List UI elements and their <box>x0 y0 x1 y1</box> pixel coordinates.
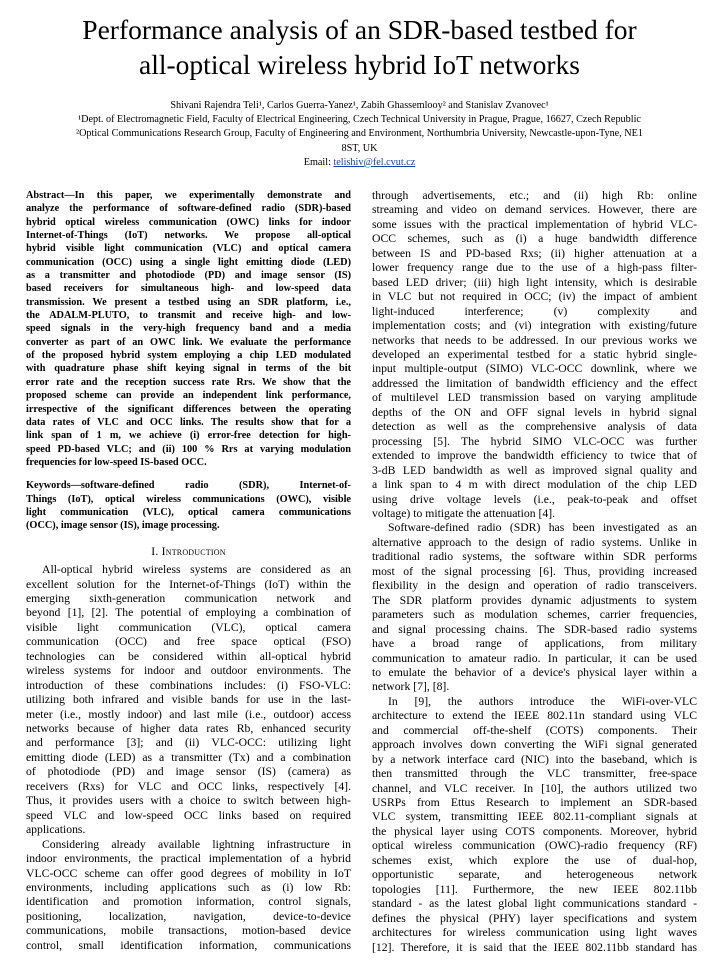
keywords-line: light communication (VLC), optical camera communications <box>26 506 351 518</box>
paragraph-line: architectures for wireless communication using light waves <box>372 926 697 940</box>
paragraph-line: wireless systems for indoor and outdoor environments. The <box>26 664 351 678</box>
paragraph-line: input multiple-output (SIMO) VLC-OCC downlink, where we <box>372 362 697 376</box>
affiliation-1: ¹Dept. of Electromagnetic Field, Faculty of Electrical Engineering, Czech Technical University in Prague, Prague, 16627, Czech Republic <box>78 114 641 126</box>
left-column <box>26 189 351 953</box>
paragraph-line: of photodiode (PD) and image sensor (IS) (camera) as <box>26 765 351 779</box>
paragraph-line: and commercial off-the-shelf (COTS) components. Their <box>372 723 697 737</box>
abstract-line: the ADALM-PLUTO, to transmit and receive high- and low- <box>26 310 351 322</box>
paragraph-line: visible light communication (VLC), optical camera <box>26 620 351 634</box>
paragraph-line: VLC system, transmitting IEEE 802.11-compliant signals at <box>372 810 697 824</box>
paragraph-line: flexibility in the design and operation of radio transceivers. <box>372 579 697 593</box>
paragraph-line: lower frequency range due to the use of a high-pass filter- <box>372 261 697 275</box>
abstract-line: Abstract—In this paper, we experimentally demonstrate and <box>26 190 351 201</box>
keywords-line: Keywords—software-defined radio (SDR), Internet-of- <box>26 480 351 492</box>
abstract-line: data rates of VLC and OCC links. The results show that for a <box>26 416 351 428</box>
abstract-line: hybrid visible light communication (VLC) and optical camera <box>26 243 351 255</box>
email-link[interactable]: telishiv@fel.cvut.cz <box>333 156 416 168</box>
paragraph-line: channel, and VLC receiver. In [10], the authors utilized two <box>372 781 697 795</box>
paragraph-line: and signal processing chains. The SDR-based radio systems <box>372 622 697 636</box>
email-label: Email: <box>303 156 331 168</box>
paragraph-line: addressed the limitation of bandwidth efficiency and the effect <box>372 376 697 390</box>
abstract-line: irrespective of the significant differences between the operating <box>26 403 351 415</box>
section-heading-introduction: I. Introduction <box>151 544 226 558</box>
paragraph-line: of multilevel LED transmission based on varying amplitude <box>372 391 697 405</box>
intro-paragraph-2 <box>26 838 351 954</box>
paragraph-line: communications, mobile transactions, motion-based device <box>26 924 351 938</box>
paragraph-line: utilizing both infrared and visible bands for use in the last- <box>26 693 351 707</box>
paragraph-line: depths of the ON and OFF signal levels in hybrid signal <box>372 405 697 419</box>
paragraph-line: environments, including applications such as (i) low Rb: <box>26 881 351 895</box>
abstract-line: as a transmitter and photodiode (PD) and image sensor (IS) <box>26 270 351 282</box>
abstract-line: with quadrature phase shift keying signal in terms of the bit <box>26 363 351 375</box>
paragraph-line: architecture to extend the IEEE 802.11n standard using VLC <box>372 709 697 723</box>
paragraph-line: schemes exist, which explore the use of dual-hop, <box>372 853 697 867</box>
paragraph-line: voltage) to mitigate the attenuation [4]. <box>372 506 556 520</box>
paragraph-line: streaming and video on demand services. However, there are <box>372 203 697 217</box>
paragraph-line: detection as well as the comprehensive analysis of data <box>372 420 697 434</box>
paragraph-line: in VLC but not required in OCC; (iv) the impact of ambient <box>372 290 697 304</box>
abstract-line: analyze the performance of software-defined radio (SDR)-based <box>26 203 351 215</box>
abstract-line: speed PD-based VLC; and (ii) 100 % Rrs at varying modulation <box>26 443 351 455</box>
keywords-line: (OCC), image sensor (IS), image processing. <box>26 520 220 532</box>
abstract-line: communication (OCC) using a single light emitting diode (LED) <box>26 256 351 268</box>
paragraph-line: extended to improve the bandwidth efficiency to twice that of <box>372 449 697 463</box>
paragraph-line: through advertisements, etc.; and (ii) high Rb: online <box>372 189 697 202</box>
paragraph-line: processing [5]. The hybrid SIMO VLC-OCC was further <box>372 434 697 448</box>
paragraph-line: meter (i.e., mostly indoor) and last mile (i.e., outdoor) access <box>26 707 351 721</box>
abstract-line: converter as part of an OWC link. We evaluate the performance <box>26 336 351 348</box>
paragraph-line: Software-defined radio (SDR) has been investigated as an <box>388 521 697 535</box>
paragraph-line: identification and promotion information, control signals, <box>26 895 351 909</box>
right-paragraph-2 <box>372 521 697 694</box>
paragraph-line: USRPs from Ettus Research to implement an SDR-based <box>372 796 697 810</box>
abstract-line: frequencies for low-speed IS-based OCC. <box>26 456 207 468</box>
paragraph-line: standard - as the latest global light communications standard - <box>372 897 697 911</box>
paragraph-line: 3-dB LED bandwidth as well as improved signal quality and <box>372 463 697 477</box>
abstract-line: error rate and the reception success rate Rrs. We show that the <box>26 376 351 388</box>
paragraph-line: indoor environments, the practical implementation of a hybrid <box>26 852 351 866</box>
paragraph-line: then transmitted through the VLC transmitter, free-space <box>372 767 697 781</box>
paragraph-line: speed VLC and low-speed OCC links based on required <box>26 808 351 822</box>
paragraph-line: approach involves down converting the WiFi signal generated <box>372 738 697 752</box>
paragraph-line: network [7], [8]. <box>372 680 450 694</box>
abstract-line: proposed scheme can provide an independent link performance, <box>26 390 351 402</box>
paragraph-line: introduction of these combinations includes: (i) FSO-VLC: <box>26 678 351 692</box>
paragraph-line: defines the physical (PHY) layer specifications and system <box>372 911 697 925</box>
paragraph-line: technologies can be considered within all-optical hybrid <box>26 649 351 663</box>
paragraph-line: receivers (Rxs) for VLC and OCC links, respectively [4]. <box>26 779 351 793</box>
paragraph-line: developed an experimental testbed for a static hybrid single- <box>372 347 697 361</box>
intro-paragraph-1 <box>26 563 351 838</box>
paragraph-line: light-induced interference; (v) complexity and <box>372 304 697 318</box>
abstract-line: Internet-of-Things (IoT) networks. We propose all-optical <box>26 230 351 242</box>
paragraph-line: opportunistic separate, and heterogeneous network <box>372 868 697 882</box>
paragraph-line: emitting diode (LED) as a transmitter (Tx) and a combination <box>26 750 351 764</box>
paragraph-line: most of the signal processing [6]. Thus, providing increased <box>372 564 697 578</box>
paragraph-line: the physical layer using COTS components. Moreover, hybrid <box>372 824 697 838</box>
keywords-line: Things (IoT), optical wireless communications (OWC), visible <box>26 493 351 505</box>
abstract-line: transmission. We present a testbed using an SDR platform, i.e., <box>26 296 351 308</box>
paragraph-line: applications. <box>26 823 86 837</box>
affiliation-2-continued: 8ST, UK <box>341 142 378 154</box>
paragraph-line: In [9], the authors introduce the WiFi-over-VLC <box>388 694 697 708</box>
paragraph-line: [12]. Therefore, it is said that the IEEE 802.11bb standard has <box>372 940 697 954</box>
paragraph-line: networks that needs to be addressed. In our previous works we <box>372 333 697 347</box>
title-line: all-optical wireless hybrid IoT networks <box>139 49 580 80</box>
paragraph-line: beyond [1], [2]. The potential of employing a combination of <box>26 606 351 620</box>
title-line: Performance analysis of an SDR-based testbed for <box>82 14 637 45</box>
paragraph-line: optical wireless communication (OWC)-radio frequency (RF) <box>372 839 697 853</box>
paragraph-line: alternative approach to the design of radio systems. Unlike in <box>372 535 697 549</box>
paragraph-line: communication to amateur radio. In particular, it can be used <box>372 651 697 665</box>
paragraph-line: Considering already available lightning infrastructure in <box>42 837 351 851</box>
paragraph-line: to emulate the behavior of a device's physical layer within a <box>372 665 697 679</box>
author-block <box>0 99 719 170</box>
abstract-line: based receivers for simultaneous high- and low-speed data <box>26 283 351 295</box>
right-paragraph-1 <box>372 189 697 521</box>
email-line <box>0 156 719 170</box>
paragraph-line: using drive voltage levels (i.e., peak-to-peak and offset <box>372 492 697 506</box>
paragraph-line: control, small identification information, communications <box>26 938 351 952</box>
paragraph-line: and performance [3]; and (ii) VLC-OCC: utilizing light <box>26 736 351 750</box>
paragraph-line: VLC-OCC scheme can offer good degrees of mobility in IoT <box>26 866 351 880</box>
paragraph-line: topologies [11]. Furthermore, the new IEEE 802.11bb <box>372 882 697 896</box>
paragraph-line: Thus, it provides users with a choice to switch between high- <box>26 794 351 808</box>
abstract <box>26 189 351 533</box>
paragraph-line: positioning, localization, navigation, device-to-device <box>26 909 351 923</box>
paragraph-line: have a broad range of applications, from military <box>372 637 697 651</box>
paragraph-line: traditional radio systems, the software within SDR performs <box>372 550 697 564</box>
abstract-line: speed signals in the very-high frequency band and a media <box>26 323 351 335</box>
abstract-line: link span of 1 m, we achieve (i) error-free detection for high- <box>26 430 351 442</box>
paragraph-line: communication (OCC) and free space optical (FSO) <box>26 635 351 649</box>
paragraph-line: excellent solution for the Internet-of-Things (IoT) within the <box>26 577 351 591</box>
right-paragraph-3 <box>372 695 697 955</box>
abstract-line: hybrid optical wireless communication (OWC) links for indoor <box>26 216 351 228</box>
paragraph-line: by a network interface card (NIC) into the baseband, which is <box>372 752 697 766</box>
paragraph-line: All-optical hybrid wireless systems are considered as an <box>42 563 351 577</box>
paragraph-line: networks because of higher data rates Rb, enhanced security <box>26 722 351 736</box>
paper-title <box>0 12 719 82</box>
paragraph-line: between IS and PD-based Rxs; (ii) higher attenuation at a <box>372 246 697 260</box>
paragraph-line: OCC schemes, such as (i) a huge bandwidth difference <box>372 232 697 246</box>
paragraph-line: a link span to 4 m with direct modulation of the chip LED <box>372 478 697 492</box>
right-column <box>372 189 697 955</box>
author-list: Shivani Rajendra Teli¹, Carlos Guerra-Yanez¹, Zabih Ghassemlooy² and Stanislav Zvanovec¹ <box>170 100 549 111</box>
affiliation-2: ²Optical Communications Research Group, Faculty of Engineering and Environment, Northumbria University, Newcastle-upon-Tyne, NE1 <box>76 128 643 140</box>
paragraph-line: The SDR platform provides dynamic adjustments to system <box>372 593 697 607</box>
paragraph-line: implementation costs; and (vi) integration with existing/future <box>372 319 697 333</box>
abstract-line: of the proposed hybrid system employing a chip LED modulated <box>26 350 351 362</box>
paragraph-line: some issues with the practical implementation of hybrid VLC- <box>372 217 697 231</box>
paragraph-line: parameters such as modulation schemes, carrier frequencies, <box>372 608 697 622</box>
paragraph-line: emerging sixth-generation communication network and <box>26 591 351 605</box>
paragraph-line: based LED driver; (iii) high light intensity, which is desirable <box>372 275 697 289</box>
